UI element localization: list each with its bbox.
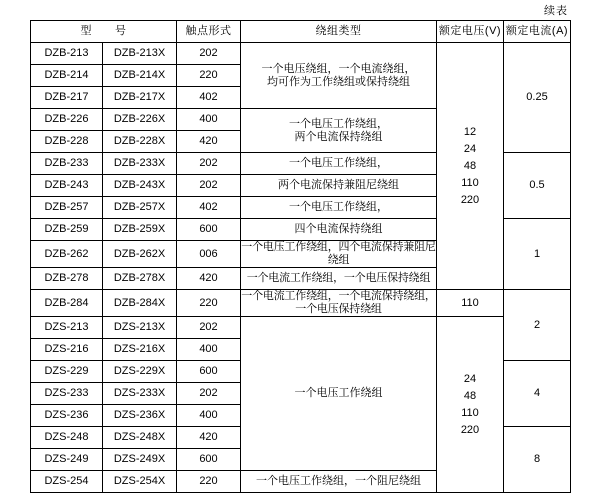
cell-winding: 一个电压工作绕组， bbox=[241, 153, 437, 175]
cell-model1: DZS-249 bbox=[31, 449, 103, 471]
voltage-value: 48 bbox=[463, 389, 477, 402]
voltage-value: 110 bbox=[461, 176, 479, 189]
cell-model2: DZB-262X bbox=[103, 241, 177, 268]
cell-current: 0.5 bbox=[504, 153, 571, 219]
cell-winding: 一个电压工作绕组 bbox=[241, 317, 437, 471]
cell-model1: DZB-284 bbox=[31, 290, 103, 317]
voltage-value: 110 bbox=[461, 406, 479, 419]
cell-model1: DZS-213 bbox=[31, 317, 103, 339]
voltage-value: 24 bbox=[463, 142, 477, 155]
cell-model2: DZB-257X bbox=[103, 197, 177, 219]
column-header-contact: 触点形式 bbox=[177, 21, 241, 43]
cell-winding: 一个电压工作绕组，一个阻尼绕组 bbox=[241, 471, 437, 493]
cell-contact: 202 bbox=[177, 175, 241, 197]
cell-model2: DZB-284X bbox=[103, 290, 177, 317]
cell-model2: DZB-217X bbox=[103, 87, 177, 109]
cell-model2: DZS-216X bbox=[103, 339, 177, 361]
cell-model1: DZB-262 bbox=[31, 241, 103, 268]
cell-winding: 一个电压工作绕组， bbox=[241, 197, 437, 219]
cell-voltage: 110 bbox=[437, 290, 504, 317]
cell-model1: DZS-248 bbox=[31, 427, 103, 449]
table-header-row bbox=[31, 21, 571, 43]
voltage-value: 12 bbox=[463, 125, 477, 138]
cell-contact: 420 bbox=[177, 131, 241, 153]
voltage-value: 220 bbox=[460, 423, 480, 436]
cell-contact: 220 bbox=[177, 471, 241, 493]
cell-voltage bbox=[437, 317, 504, 493]
cell-contact: 220 bbox=[177, 65, 241, 87]
cell-model2: DZB-226X bbox=[103, 109, 177, 131]
cell-model1: DZB-243 bbox=[31, 175, 103, 197]
cell-model1: DZB-233 bbox=[31, 153, 103, 175]
column-header-current: 额定电流(A) bbox=[504, 21, 571, 43]
cell-model2: DZS-249X bbox=[103, 449, 177, 471]
cell-model2: DZB-214X bbox=[103, 65, 177, 87]
cell-model2: DZS-213X bbox=[103, 317, 177, 339]
cell-contact: 202 bbox=[177, 153, 241, 175]
cell-model2: DZS-229X bbox=[103, 361, 177, 383]
cell-model2: DZB-243X bbox=[103, 175, 177, 197]
cell-contact: 006 bbox=[177, 241, 241, 268]
column-header-winding: 绕组类型 bbox=[241, 21, 437, 43]
cell-model1: DZS-236 bbox=[31, 405, 103, 427]
voltage-value: 220 bbox=[460, 193, 480, 206]
cell-model1: DZS-233 bbox=[31, 383, 103, 405]
cell-model1: DZS-229 bbox=[31, 361, 103, 383]
cell-contact: 202 bbox=[177, 317, 241, 339]
cell-current: 2 bbox=[504, 290, 571, 361]
cell-model2: DZB-278X bbox=[103, 268, 177, 290]
winding-line-1: 一个电压工作绕组， bbox=[289, 117, 388, 130]
winding-line-2: 两个电流保持绕组 bbox=[294, 130, 383, 143]
cell-contact: 400 bbox=[177, 339, 241, 361]
voltage-value: 24 bbox=[463, 372, 477, 385]
table-row bbox=[31, 317, 571, 339]
specification-table bbox=[30, 20, 571, 493]
column-header-voltage: 额定电压(V) bbox=[437, 21, 504, 43]
table-row bbox=[31, 290, 571, 317]
cell-model1: DZB-278 bbox=[31, 268, 103, 290]
cell-contact: 600 bbox=[177, 449, 241, 471]
cell-model1: DZB-214 bbox=[31, 65, 103, 87]
column-header-model: 型 号 bbox=[31, 21, 177, 43]
cell-model1: DZS-216 bbox=[31, 339, 103, 361]
cell-model1: DZB-217 bbox=[31, 87, 103, 109]
cell-current: 1 bbox=[504, 219, 571, 290]
cell-current: 8 bbox=[504, 427, 571, 493]
cell-model1: DZS-254 bbox=[31, 471, 103, 493]
cell-model2: DZB-228X bbox=[103, 131, 177, 153]
cell-model1: DZB-226 bbox=[31, 109, 103, 131]
cell-winding bbox=[241, 109, 437, 153]
cell-contact: 202 bbox=[177, 383, 241, 405]
winding-line-1: 一个电压绕组，一个电流绕组， bbox=[261, 62, 416, 75]
cell-model2: DZS-254X bbox=[103, 471, 177, 493]
cell-contact: 420 bbox=[177, 268, 241, 290]
cell-contact: 400 bbox=[177, 109, 241, 131]
table-row bbox=[31, 43, 571, 65]
cell-model2: DZS-233X bbox=[103, 383, 177, 405]
cell-model1: DZB-259 bbox=[31, 219, 103, 241]
voltage-value: 48 bbox=[463, 159, 477, 172]
continued-label: 续表 bbox=[544, 5, 568, 17]
cell-model2: DZB-213X bbox=[103, 43, 177, 65]
cell-voltage bbox=[437, 43, 504, 290]
cell-model2: DZB-233X bbox=[103, 153, 177, 175]
cell-winding: 一个电流工作绕组，一个电压保持绕组 bbox=[241, 268, 437, 290]
cell-current: 0.25 bbox=[504, 43, 571, 153]
cell-contact: 600 bbox=[177, 219, 241, 241]
cell-model1: DZB-213 bbox=[31, 43, 103, 65]
cell-contact: 402 bbox=[177, 197, 241, 219]
cell-winding: 一个电流工作绕组，一个电流保持绕组，一个电压保持绕组 bbox=[241, 290, 436, 315]
cell-winding bbox=[241, 43, 437, 109]
cell-winding: 一个电压工作绕组，四个电流保持兼阻尼绕组 bbox=[241, 241, 436, 266]
cell-contact: 400 bbox=[177, 405, 241, 427]
cell-model1: DZB-257 bbox=[31, 197, 103, 219]
cell-model2: DZS-248X bbox=[103, 427, 177, 449]
cell-model2: DZS-236X bbox=[103, 405, 177, 427]
cell-current: 4 bbox=[504, 361, 571, 427]
cell-contact: 600 bbox=[177, 361, 241, 383]
cell-contact: 402 bbox=[177, 87, 241, 109]
cell-contact: 420 bbox=[177, 427, 241, 449]
cell-model2: DZB-259X bbox=[103, 219, 177, 241]
cell-winding: 四个电流保持绕组 bbox=[241, 219, 437, 241]
winding-line-2: 均可作为工作绕组或保持绕组 bbox=[267, 75, 410, 88]
cell-model1: DZB-228 bbox=[31, 131, 103, 153]
cell-contact: 202 bbox=[177, 43, 241, 65]
cell-contact: 220 bbox=[177, 290, 241, 317]
cell-winding: 两个电流保持兼阻尼绕组 bbox=[241, 175, 437, 197]
